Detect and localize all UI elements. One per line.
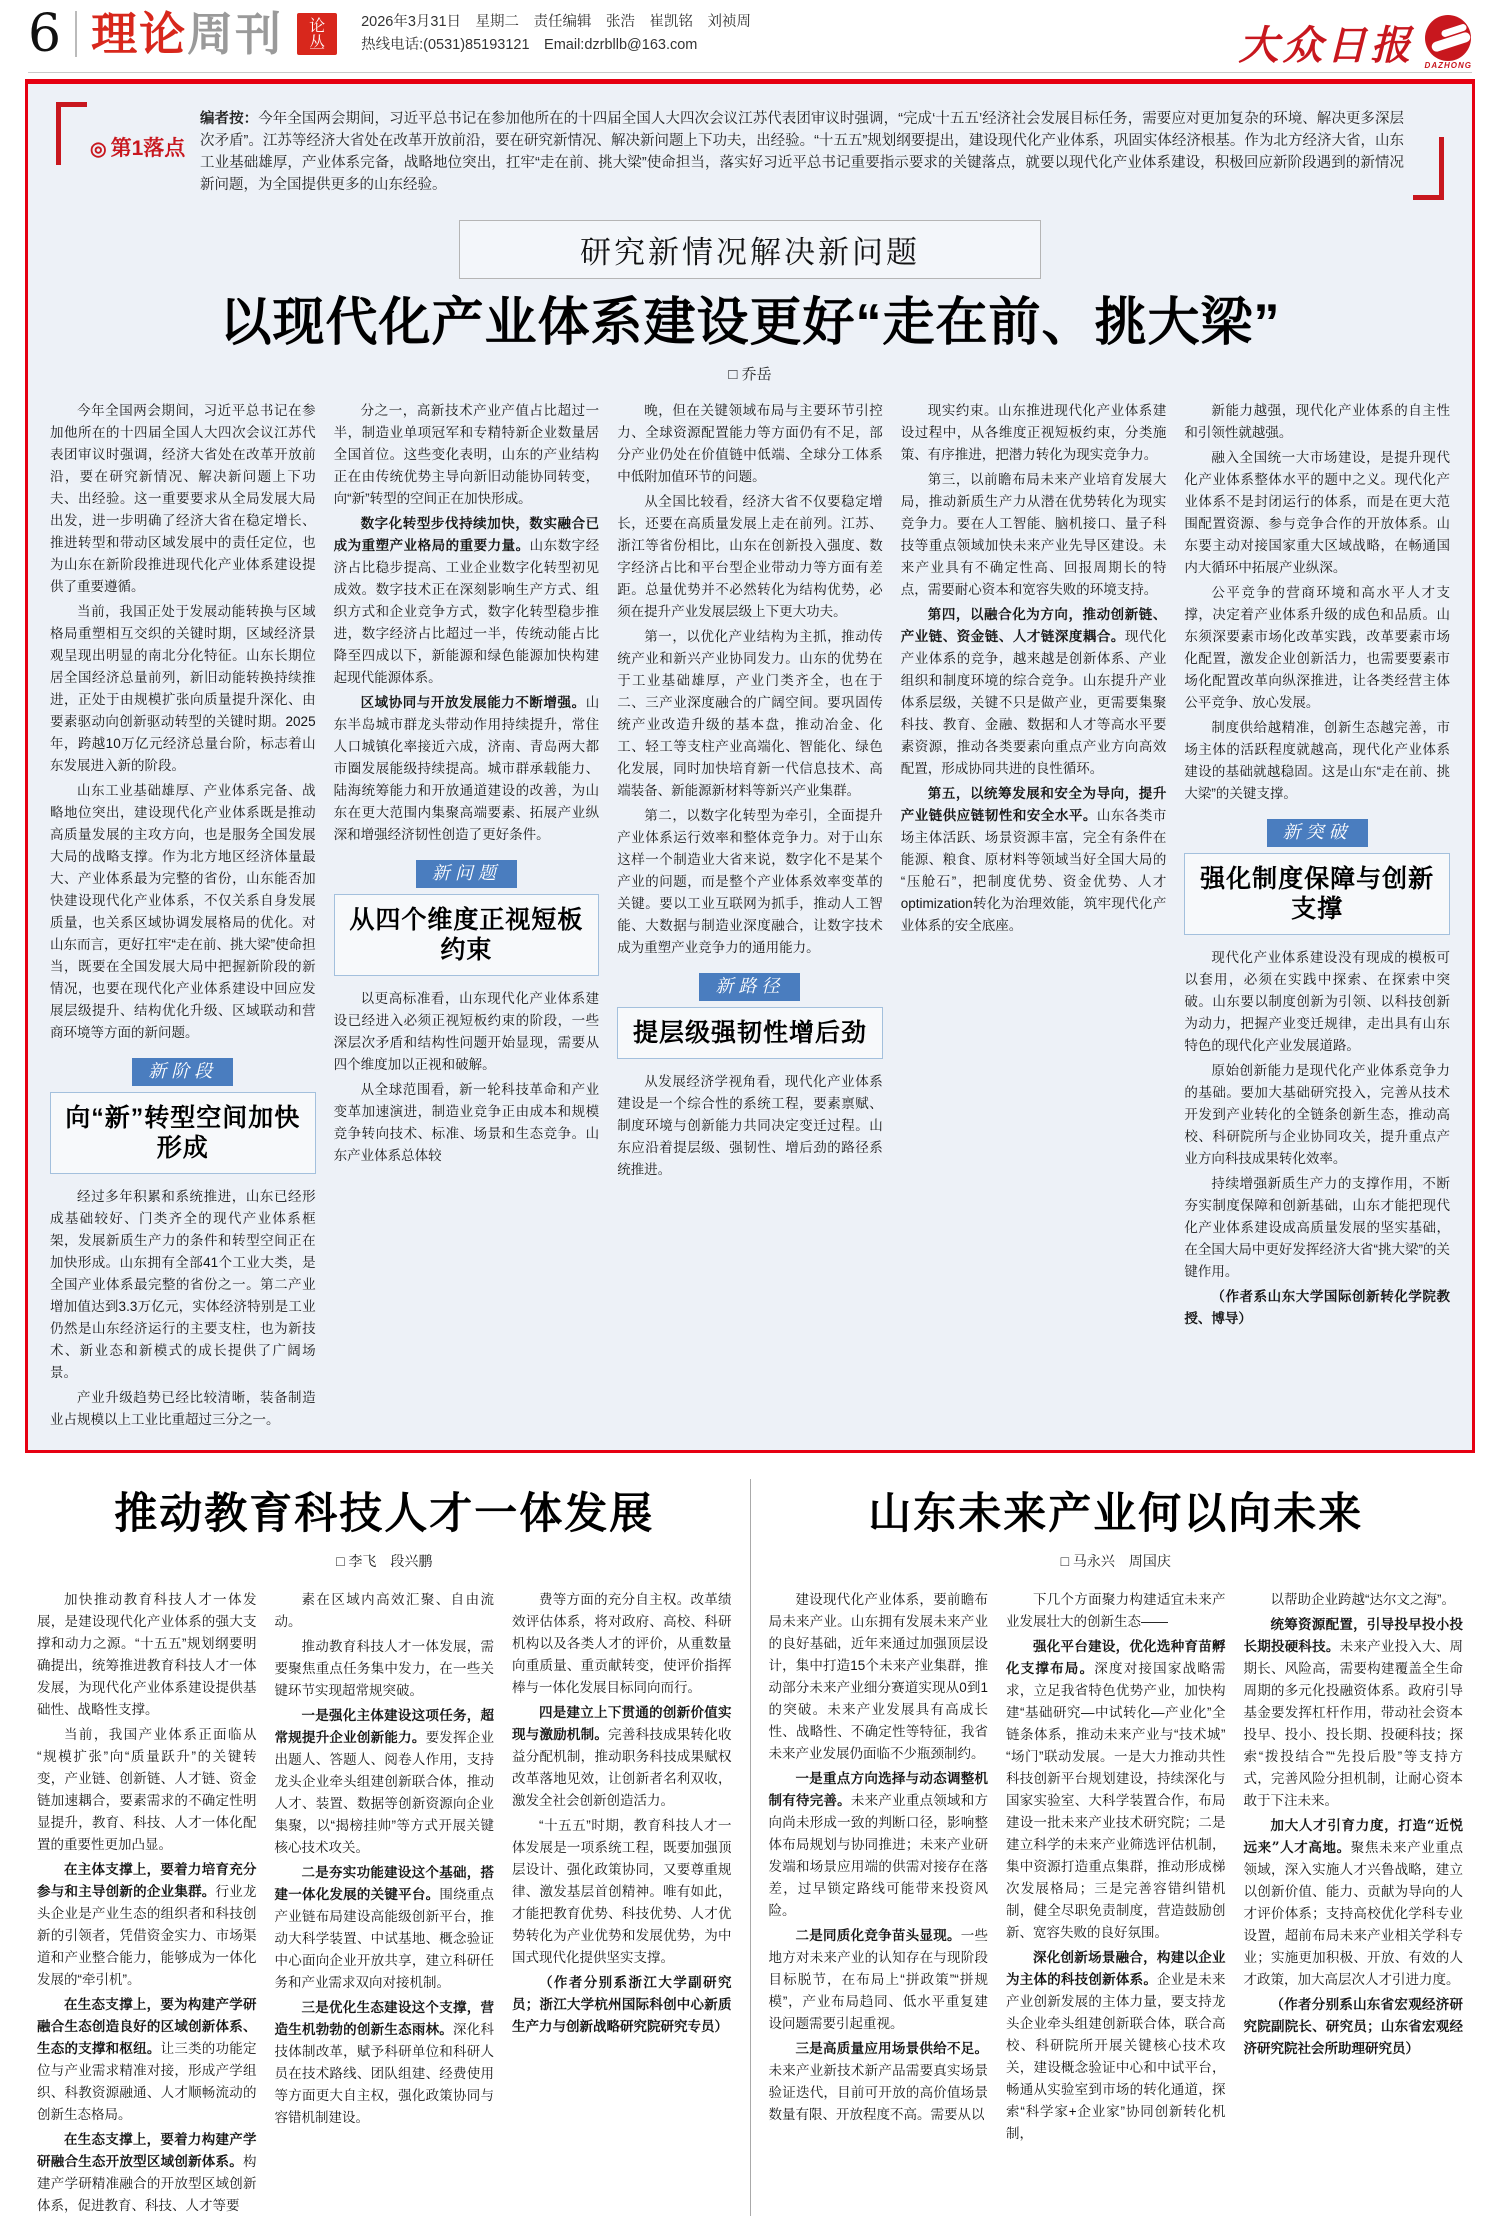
article-future-industry <box>757 1463 1476 2240</box>
article-column <box>37 1589 257 2220</box>
body-paragraph: 从全球范围看，新一轮科技革命和产业变革加速演进，制造业竞争正由成本和规模竞争转向技术、标准、场景和生态竞争。山东产业体系总体较 <box>333 1082 600 1163</box>
brand-logo-icon <box>1425 15 1472 70</box>
bottom-right-byline: □ 马永兴 周国庆 <box>1060 1553 1171 1569</box>
body-paragraph: 素在区域内高效汇聚、自由流动。 <box>274 1592 494 1629</box>
body-paragraph: 原始创新能力是现代化产业体系竞争力的基础。要加大基础研究投入，完善从技术开发到产业转化的全链条创新生态，推动高校、科研院所与企业协同攻关，提升重点产业方向科技成果转化效率。 <box>1184 1063 1450 1166</box>
main-byline: □ 乔岳 <box>728 366 772 383</box>
edition-meta <box>361 11 751 57</box>
body-paragraph: 山东工业基础雄厚、产业体系完备、战略地位突出，建设现代化产业体系既是推动高质量发展的主攻方向，也是服务全国发展大局的战略支撑。作为北方地区经济体量最大、产业体系最为完整的省份，山东能否加快建设现代化产业体系，不仅关系自身发展质量，也关系区域协调发展格局的优化。对山东而言，更好扛牢“走在前、挑大梁”使命担当，既要在全国发展大局中把握新阶段的新情况，也要在现代化产业体系建设中回应发展层级提升、结构优化升级、区域联动和营商环境等方面的新问题。 <box>50 783 316 1040</box>
author-attribution: （作者分别系浙江大学副研究员；浙江大学杭州国际科创中心新质生产力与创新战略研究院研究专员） <box>512 1975 732 2034</box>
paragraph-with-lead: 第五，以统筹发展和安全为导向，提升产业链供应链韧性和安全水平。山东各类市场主体活跃、场景资源丰富，完全有条件在能源、粮食、原材料等领域当好全国大局的“压舱石”，把制度优势、资金优势、人才optimization转化为治理效能，筑牢现代化产业体系的安全底座。 <box>900 786 1167 933</box>
body-paragraph: 推动教育科技人才一体发展，需要聚焦重点任务集中发力，在一些关键环节实现超常规突破。 <box>274 1639 494 1698</box>
body-paragraph: 晚，但在关键领域布局与主要环节引控力、全球资源配置能力等方面仍有不足，部分产业仍处在价值链中低端、全球分工体系中低附加值环节的问题。 <box>617 403 883 484</box>
date-line: 2026年3月31日 星期二 责任编辑 张浩 崔凯铭 刘祯周 <box>361 14 752 30</box>
section-label: 新突破 <box>1267 819 1368 847</box>
body-paragraph: 以更高标准看，山东现代化产业体系建设已经进入必须正视短板约束的阶段，一些深层次矛盾和结构性问题开始显现，需要从四个维度加以正视和破解。 <box>333 991 600 1072</box>
body-paragraph: 建设现代化产业体系，要前瞻布局未来产业。山东拥有发展未来产业的良好基础，近年来通过加强顶层设计，集中打造15个未来产业集群，推动部分未来产业细分赛道实现从0到1的突破。未来产业发展具有高成长性、战略性、不确定性等特征，我省未来产业发展仍面临不少瓶颈制约。 <box>768 1592 988 1761</box>
author-attribution: （作者系山东大学国际创新转化学院教授、博导） <box>1184 1289 1450 1326</box>
paragraph-lead: 区域协同与开放发展能力不断增强。 <box>360 695 586 711</box>
spot-badge <box>90 132 185 162</box>
main-article-box <box>25 79 1475 1453</box>
body-paragraph: 现实约束。山东推进现代化产业体系建设过程中，从各维度正视短板约束，分类施策、有序推进，把潜力转化为现实竞争力。 <box>900 403 1167 462</box>
body-paragraph: 以帮助企业跨越“达尔文之海”。 <box>1270 1592 1455 1607</box>
article-column <box>334 400 600 1170</box>
masthead-seal: 论丛 <box>297 13 337 55</box>
article-column <box>617 400 883 1184</box>
body-paragraph: 新能力越强，现代化产业体系的自主性和引领性就越强。 <box>1184 403 1450 440</box>
paragraph-with-lead: 深化创新场景融合，构建以企业为主体的科技创新体系。企业是未来产业创新发展的主体力量，要支持龙头企业牵头组建创新联合体，联合高校、科研院所开展关键核心技术攻关，建设概念验证中心和中试平台，畅通从实验室到市场的转化通道，探索“科学家+企业家”协同创新转化机制， <box>1006 1950 1226 2141</box>
bottom-left-byline: □ 李飞 段兴鹏 <box>336 1553 433 1569</box>
spot-icon: ◎ <box>90 139 107 160</box>
paragraph-with-lead: 二是同质化竞争苗头显现。一些地方对未来产业的认知存在与现阶段目标脱节，在布局上“拼政策”“拼规模”，产业布局趋同、低水平重复建设问题需要引起重视。 <box>768 1928 989 2031</box>
paragraph-lead: 三是优化生态建设这个支撑，营造生机勃勃的创新生态雨林。 <box>274 2000 494 2038</box>
editor-note-body: 今年全国两会期间，习近平总书记在参加他所在的十四届全国人大四次会议江苏代表团审议时强调，“完成‘十五五’经济社会发展目标任务，需要应对更加复杂的环境、解决更多深层次矛盾”。江苏等经济大省处在改革开放前沿，要在研究新情况、解决新问题上下功夫，出经验。“十五五”规划纲要提出，建设现代化产业体系，巩固实体经济根基。作为北方经济大省，山东工业基础雄厚，产业体系完备，战略地位突出，扛牢“走在前、挑大梁”使命担当，落实好习近平总书记重要指示要求的关键落点，就要以现代化产业体系建设，积极回应新阶段遇到的新情况新问题，为全国提供更多的山东经验。 <box>200 111 1405 193</box>
paragraph-with-lead: 三是高质量应用场景供给不足。未来产业新技术新产品需要真实场景验证迭代，目前可开放的高价值场景数量有限、开放程度不高。需要从以 <box>768 2041 988 2122</box>
article-education-tech-talent <box>25 1463 744 2240</box>
section-label: 新路径 <box>699 973 800 1001</box>
kicker: 研究新情况解决新问题 <box>459 220 1041 279</box>
body-paragraph: 经过多年积累和系统推进，山东已经形成基础较好、门类齐全的现代产业体系框架，发展新质生产力的条件和转型空间正在加快形成。山东拥有全部41个工业大类，是全国产业体系最完整的省份之一。第二产业增加值达到3.3万亿元，实体经济特别是工业仍然是山东经济运行的主要支柱，也为新技术、新业态和新模式的成长提供了广阔场景。 <box>50 1189 316 1380</box>
paragraph-with-lead: 二是夯实功能建设这个基础，搭建一体化发展的关键平台。围绕重点产业链布局建设高能级创新平台，推动大科学装置、中试基地、概念验证中心面向企业开放共享，建立科研任务和产业需求双向对接机制。 <box>274 1865 495 1990</box>
masthead-gray: 周刊 <box>187 8 284 60</box>
paragraph-with-lead: 在生态支撑上，要为构建产学研融合生态创造良好的区域创新体系、生态的支撑和枢纽。让三类的功能定位与产业需求精准对接，形成产学组织、科教资源融通、人才顺畅流动的创新生态格局。 <box>37 1997 257 2122</box>
paragraph-lead: 第四，以融合化为方向，推动创新链、产业链、资金链、人才链深度耦合。 <box>900 607 1167 645</box>
paragraph-with-lead: 区域协同与开放发展能力不断增强。山东半岛城市群龙头带动作用持续提升，常住人口城镇化率接近六成，济南、青岛两大都市圈发展能级持续提高。城市群承载能力、陆海统筹能力和开放通道建设的改善，为山东在更大范围内集聚高端要素、拓展产业纵深和增强经济韧性创造了更好条件。 <box>333 695 600 842</box>
bracket-left-icon <box>56 102 87 165</box>
body-paragraph: 第二，以数字化转型为牵引，全面提升产业体系运行效率和整体竞争力。对于山东这样一个制造业大省来说，数字化不是某个产业的问题，而是整个产业体系效率变革的关键。要以工业互联网为抓手，推动人工智能、大数据与制造业深度融合，让数字技术成为重塑产业竞争力的通用能力。 <box>617 808 883 955</box>
paragraph-with-lead: 四是建立上下贯通的创新价值实现与激励机制。完善科技成果转化收益分配机制，推动职务科技成果赋权改革落地见效，让创新者名利双收，激发全社会创新创造活力。 <box>512 1705 732 1808</box>
article-column <box>1184 400 1450 1333</box>
bracket-right-icon <box>1413 137 1444 200</box>
main-article-columns <box>50 400 1450 1434</box>
body-paragraph: 第三，以前瞻布局未来产业培育发展大局，推动新质生产力从潜在优势转化为现实竞争力。要在人工智能、脑机接口、量子科技等重点领域加快未来产业先导区建设。未来产业具有不确定性高、回报周期长的特点，需要耐心资本和宽容失败的环境支持。 <box>900 472 1167 597</box>
body-paragraph: 融入全国统一大市场建设，是提升现代化产业体系整体水平的题中之义。现代化产业体系不是封闭运行的体系，而是在更大范围配置资源、参与竞争合作的开放体系。山东要主动对接国家重大区域战略，在畅通国内大循环中拓展产业纵深。 <box>1184 450 1450 575</box>
paragraph-with-lead: 三是优化生态建设这个支撑，营造生机勃勃的创新生态雨林。深化科技体制改革，赋予科研单位和科研人员在技术路线、团队组建、经费使用等方面更大自主权，强化政策协同与容错机制建设。 <box>274 2000 495 2125</box>
body-paragraph: 产业升级趋势已经比较清晰，装备制造业占规模以上工业比重超过三分之一。 <box>50 1390 316 1427</box>
header-divider <box>75 11 77 57</box>
bottom-section <box>25 1463 1475 2240</box>
paragraph-lead: 强化平台建设，优化选种育苗孵化支撑布局。 <box>1006 1639 1226 1677</box>
section-title: 向“新”转型空间加快形成 <box>50 1092 316 1174</box>
body-paragraph: 下几个方面聚力构建适宜未来产业发展壮大的创新生态—— <box>1006 1592 1226 1629</box>
editor-note <box>50 98 1450 204</box>
paragraph-lead: 二是同质化竞争苗头显现。 <box>795 1928 961 1944</box>
body-paragraph: 当前，我国产业体系正面临从“规模扩张”向“质量跃升”的关键转变，产业链、创新链、人才链、资金链加速耦合，要素需求的不确定性明显提升，教育、科技、人才一体化配置的重要性更加凸显。 <box>37 1727 257 1852</box>
paragraph-lead: 三是高质量应用场景供给不足。 <box>795 2041 988 2057</box>
body-paragraph: “十五五”时期，教育科技人才一体发展是一项系统工程，既要加强顶层设计、强化政策协同，又要尊重规律、激发基层首创精神。唯有如此，才能把教育优势、科技优势、人才优势转化为产业优势和发展优势，为中国式现代化提供坚实支撑。 <box>512 1818 732 1965</box>
body-paragraph: 加快推动教育科技人才一体发展，是建设现代化产业体系的强大支撑和动力之源。“十五五”规划纲要明确提出，统筹推进教育科技人才一体发展，为现代化产业体系建设提供基础性、战略性支撑。 <box>37 1592 257 1717</box>
article-column <box>1006 1589 1226 2148</box>
page-number: 6 <box>28 4 62 64</box>
body-paragraph: 从全国比较看，经济大省不仅要稳定增长，还要在高质量发展上走在前列。江苏、浙江等省份相比，山东在创新投入强度、数字经济占比和平台型企业带动力等方面有差距。总量优势并不必然转化为结构优势，必须在提升产业发展层级上下更大功夫。 <box>617 494 883 619</box>
paragraph-lead: 四是建立上下贯通的创新价值实现与激励机制。 <box>512 1705 732 1743</box>
author-attribution: （作者分别系山东省宏观经济研究院副院长、研究员；山东省宏观经济研究院社会所助理研究员） <box>1243 1997 1463 2056</box>
article-column <box>901 400 1167 940</box>
editor-note-label: 编者按： <box>200 111 259 127</box>
masthead-red: 理论 <box>91 8 188 60</box>
paragraph-with-lead: 一是重点方向选择与动态调整机制有待完善。未来产业重点领域和方向尚未形成一致的判断口径，影响整体布局规划与协同推进；未来产业研发端和场景应用端的供需对接存在落差，过早锁定路线可能带来投资风险。 <box>768 1771 989 1918</box>
article-column <box>769 1589 989 2129</box>
brand-area <box>1239 14 1472 71</box>
section-title: 从四个维度正视短板约束 <box>334 894 600 976</box>
masthead <box>91 8 284 60</box>
article-column <box>512 1589 732 2041</box>
paragraph-with-lead: 数字化转型步伐持续加快，数实融合已成为重塑产业格局的重要力量。山东数字经济占比稳步提高、工业企业数字化转型初见成效。数字技术正在深刻影响生产方式、组织方式和企业竞争方式，数字化转型稳步推进，数字经济占比超过一半，传统动能占比降至四成以下，新能源和绿色能源加快构建起现代能源体系。 <box>333 516 600 685</box>
bottom-left-headline: 推动教育科技人才一体发展 <box>114 1490 655 1538</box>
bottom-right-headline: 山东未来产业何以向未来 <box>868 1490 1364 1538</box>
paragraph-with-lead: 一是强化主体建设这项任务，超常规提升企业创新能力。要发挥企业出题人、答题人、阅卷人作用，支持龙头企业牵头组建创新联合体，推动人才、装置、数据等创新资源向企业集聚，以“揭榜挂帅”等方式开展关键核心技术攻关。 <box>274 1708 495 1855</box>
paragraph-lead: 数字化转型步伐持续加快，数实融合已成为重塑产业格局的重要力量。 <box>333 516 600 554</box>
paragraph-lead: 二是夯实功能建设这个基础，搭建一体化发展的关键平台。 <box>274 1865 494 1903</box>
section-label: 新阶段 <box>132 1058 233 1086</box>
brand-caption: DAZHONG <box>1424 61 1472 70</box>
bottom-left-columns <box>37 1589 732 2220</box>
paragraph-lead: 加大人才引育力度，打造“近悦远来”人才高地。 <box>1243 1818 1463 1856</box>
body-paragraph: 今年全国两会期间，习近平总书记在参加他所在的十四届全国人大四次会议江苏代表团审议时强调，经济大省处在改革开放前沿，要在研究新情况、解决新问题上下功夫、出经验。这一重要要求从全局发展大局出发，进一步明确了经济大省在稳定增长、推进转型和带动区域发展中的责任定位，也为山东在新阶段推进现代化产业体系建设提供了重要遵循。 <box>50 403 316 594</box>
body-paragraph: 从发展经济学视角看，现代化产业体系建设是一个综合性的系统工程，要素禀赋、制度环境与创新能力共同决定变迁过程。山东应沿着提层级、强韧性、增后劲的路径系统推进。 <box>617 1074 883 1177</box>
paragraph-with-lead: 加大人才引育力度，打造“近悦远来”人才高地。聚焦未来产业重点领域，深入实施人才兴鲁战略，建立以创新价值、能力、贡献为导向的人才评价体系；支持高校优化学科专业设置，超前布局未来产业相关学科专业；实施更加积极、开放、有效的人才政策，加大高层次人才引进力度。 <box>1243 1818 1464 1987</box>
paragraph-with-lead: 在生态支撑上，要着力构建产学研融合生态开放型区域创新体系。构建产学研精准融合的开放型区域创新体系，促进教育、科技、人才等要 <box>37 2132 257 2213</box>
section-label: 新问题 <box>416 860 517 888</box>
body-paragraph: 分之一，高新技术产业产值占比超过一半，制造业单项冠军和专精特新企业数量居全国首位。这些变化表明，山东的产业结构正在由传统优势主导向新旧动能协同转变，向“新”转型的空间正在加快形成。 <box>333 403 600 506</box>
article-column <box>1244 1589 1464 2063</box>
paragraph-lead: 统筹资源配置，引导投早投小投长期投硬科技。 <box>1243 1617 1463 1655</box>
brand-name: 大众日报 <box>1238 22 1415 69</box>
editor-note-text <box>200 108 1404 196</box>
article-divider <box>750 1479 751 2216</box>
paragraph-with-lead: 在主体支撑上，要着力培育充分参与和主导创新的企业集群。行业龙头企业是产业生态的组织者和科技创新的引领者，凭借资金实力、市场渠道和产业整合能力，能够成为一体化发展的“牵引机”。 <box>37 1862 257 1987</box>
paragraph-lead: 在主体支撑上，要着力培育充分参与和主导创新的企业集群。 <box>37 1862 257 1900</box>
paragraph-lead: 在生态支撑上，要着力构建产学研融合生态开放型区域创新体系。 <box>37 2132 257 2170</box>
paragraph-lead: 一是强化主体建设这项任务，超常规提升企业创新能力。 <box>274 1708 494 1746</box>
body-paragraph: 当前，我国正处于发展动能转换与区域格局重塑相互交织的关键时期，区域经济景观呈现出明显的南北分化特征。山东长期位居全国经济总量前列，新旧动能转换持续推进，正处于由规模扩张向质量提升深化、由要素驱动向创新驱动转型的关键时期。2025年，跨越10万亿元经济总量台阶，标志着山东发展进入新的阶段。 <box>50 604 316 773</box>
section-title: 强化制度保障与创新支撑 <box>1184 853 1450 935</box>
paragraph-with-lead: 统筹资源配置，引导投早投小投长期投硬科技。未来产业投入大、周期长、风险高，需要构建覆盖全生命周期的多元化投融资体系。政府引导基金要发挥杠杆作用，带动社会资本投早、投小、投长期、投硬科技；探索“拨投结合”“先投后股”等支持方式，完善风险分担机制，让耐心资本敢于下注未来。 <box>1243 1617 1464 1808</box>
body-paragraph: 现代化产业体系建设没有现成的模板可以套用，必须在实践中探索、在探索中突破。山东要以制度创新为引领、以科技创新为动力，把握产业变迁规律，走出具有山东特色的现代化产业发展道路。 <box>1184 950 1450 1053</box>
body-paragraph: 制度供给越精准，创新生态越完善，市场主体的活跃程度就越高，现代化产业体系建设的基础就越稳固。这是山东“走在前、挑大梁”的关键支撑。 <box>1184 720 1450 801</box>
paragraph-with-lead: 第四，以融合化为方向，推动创新链、产业链、资金链、人才链深度耦合。现代化产业体系的竞争，越来越是创新体系、产业组织和制度环境的综合竞争。山东提升产业体系层级，关键不只是做产业，更需要集聚科技、教育、金融、数据和人才等高水平要素资源，推动各类要素向重点产业方向高效配置，形成协同共进的良性循环。 <box>900 607 1167 776</box>
body-paragraph: 持续增强新质生产力的支撑作用，不断夯实制度保障和创新基础，山东才能把现代化产业体系建设成高质量发展的坚实基础，在全国大局中更好发挥经济大省“挑大梁”的关键作用。 <box>1184 1176 1450 1279</box>
section-title: 提层级强韧性增后劲 <box>617 1007 883 1059</box>
spot-badge-label: 第1落点 <box>110 137 186 160</box>
paragraph-lead: 在生态支撑上，要为构建产学研融合生态创造良好的区域创新体系、生态的支撑和枢纽。 <box>37 1997 257 2057</box>
paragraph-lead: 一是重点方向选择与动态调整机制有待完善。 <box>768 1771 988 1809</box>
paragraph-lead: 深化创新场景融合，构建以企业为主体的科技创新体系。 <box>1006 1950 1226 1988</box>
body-paragraph: 第一，以优化产业结构为主抓，推动传统产业和新兴产业协同发力。山东的优势在于工业基础雄厚，产业门类齐全，也在于二、三产业深度融合的广阔空间。要巩固传统产业改造升级的基本盘，推动冶金、化工、轻工等支柱产业高端化、智能化、绿色化发展，同时加快培育新一代信息技术、高端装备、新能源新材料等新兴产业集群。 <box>617 629 883 798</box>
main-headline: 以现代化产业体系建设更好“走在前、挑大梁” <box>219 294 1281 352</box>
brand-circle-icon <box>1425 15 1471 61</box>
page-header <box>0 0 1500 70</box>
paragraph-with-lead: 强化平台建设，优化选种育苗孵化支撑布局。深度对接国家战略需求，立足我省特色优势产业，加快构建“基础研究—中试转化—产业化”全链条体系，推动未来产业与“技术城”“场门”联动发展。一是大力推动共性科技创新平台规划建设，持续深化与国家实验室、大科学装置合作，布局建设一批未来产业技术研究院；二是建立科学的未来产业筛选评估机制，集中资源打造重点集群，推动形成梯次发展格局；三是完善容错纠错机制，健全尽职免责制度，营造鼓励创新、宽容失败的良好氛围。 <box>1006 1639 1226 1940</box>
bottom-right-columns <box>769 1589 1464 2148</box>
paragraph-lead: 第五，以统筹发展和安全为导向，提升产业链供应链韧性和安全水平。 <box>900 786 1167 824</box>
body-paragraph: 费等方面的充分自主权。改革绩效评估体系，将对政府、高校、科研机构以及各类人才的评价，从重数量向重质量、重贡献转变，使评价指挥棒与一体化发展目标同向而行。 <box>512 1592 732 1695</box>
article-column <box>275 1589 495 2132</box>
header-rule <box>28 72 1472 73</box>
body-paragraph: 公平竞争的营商环境和高水平人才支撑，决定着产业体系升级的成色和品质。山东须深要素市场化改革实践，改革要素市场化配置，激发企业创新活力，也需要要素市场化配置改革向纵深推进，让各类经营主体公平竞争、放心发展。 <box>1184 585 1450 710</box>
article-column <box>50 400 316 1434</box>
hotline-line: 热线电话:(0531)85193121 Email:dzrbllb@163.com <box>361 37 698 53</box>
